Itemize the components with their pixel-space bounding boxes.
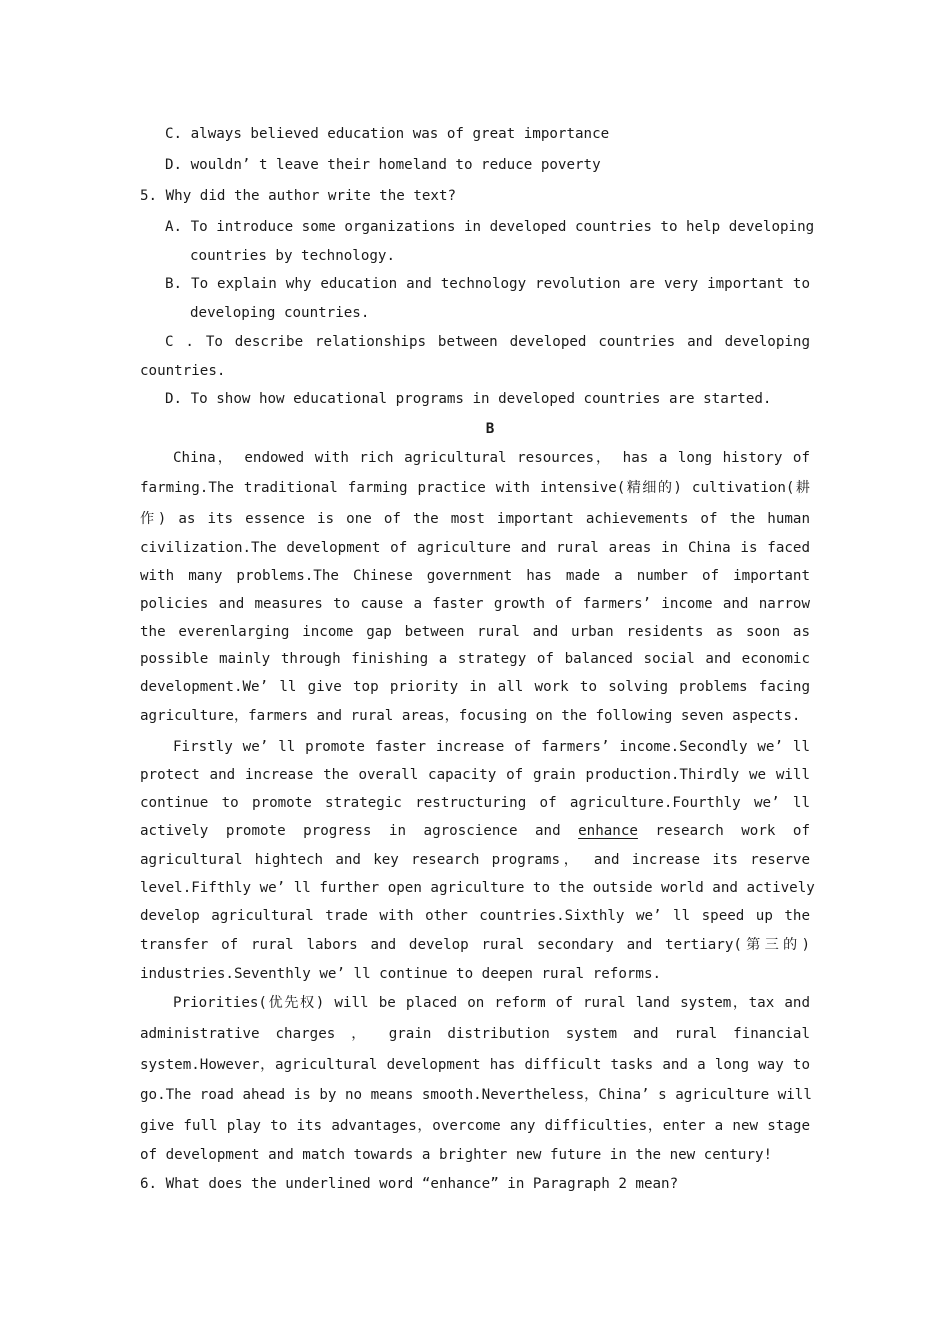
p3-line: go.The road ahead is by no means smooth.Nevertheless，China’ s agriculture will bbox=[140, 1087, 812, 1103]
p1-line: possible mainly through finishing a strategy of balanced social and economic bbox=[140, 651, 810, 667]
p2-line: agricultural hightech and key research programs， and increase its reserve bbox=[140, 852, 810, 868]
p3-line: give full play to its advantages，overcome any difficulties，enter a new stage bbox=[140, 1118, 810, 1134]
q5-option-c-line2: countries. bbox=[140, 363, 226, 379]
p2-line: develop agricultural trade with other countries.Sixthly we’ ll speed up the bbox=[140, 908, 810, 924]
q4-option-c: C. always believed education was of great importance bbox=[165, 126, 610, 142]
p1-line: the everenlarging income gap between rural and urban residents as soon as bbox=[140, 624, 810, 640]
p2-line: Firstly we’ ll promote faster increase of farmers’ income.Secondly we’ ll bbox=[173, 739, 810, 755]
p1-line: China， endowed with rich agricultural resources， has a long history of bbox=[173, 450, 810, 466]
section-heading: B bbox=[485, 421, 495, 437]
q5-option-c-line1: C . To describe relationships between developed countries and developing bbox=[165, 334, 810, 350]
p1-line: development.We’ ll give top priority in all work to solving problems facing bbox=[140, 679, 810, 695]
p1-line: policies and measures to cause a faster growth of farmers’ income and narrow bbox=[140, 596, 810, 612]
p2-text-after: research work of bbox=[655, 823, 810, 839]
q5-option-d: D. To show how educational programs in developed countries are started. bbox=[165, 391, 772, 407]
p2-line-with-underline bbox=[140, 821, 810, 841]
q4-option-d: D. wouldn’ t leave their homeland to reduce poverty bbox=[165, 157, 601, 173]
q5-option-a-line2: countries by technology. bbox=[190, 248, 395, 264]
q5-option-b-line2: developing countries. bbox=[190, 305, 370, 321]
underlined-word-enhance: enhance bbox=[578, 823, 638, 839]
p1-line: farming.The traditional farming practice with intensive(精细的) cultivation(耕 bbox=[140, 480, 810, 496]
p3-line: system.However，agricultural development has difficult tasks and a long way to bbox=[140, 1057, 810, 1073]
q6-stem: 6. What does the underlined word “enhance” in Paragraph 2 mean? bbox=[140, 1176, 679, 1192]
p3-line: Priorities(优先权) will be placed on reform of rural land system，tax and bbox=[173, 995, 810, 1011]
q5-stem: 5. Why did the author write the text? bbox=[140, 188, 457, 204]
p1-line: with many problems.The Chinese government has made a number of important bbox=[140, 568, 810, 584]
q5-option-a-line1: A. To introduce some organizations in developed countries to help developing bbox=[165, 219, 815, 235]
p3-line: administrative charges ， grain distribution system and rural financial bbox=[140, 1026, 810, 1042]
p2-line: continue to promote strategic restructuring of agriculture.Fourthly we’ ll bbox=[140, 795, 810, 811]
p2-line: transfer of rural labors and develop rural secondary and tertiary(第三的) bbox=[140, 937, 810, 953]
p2-line: protect and increase the overall capacity of grain production.Thirdly we will bbox=[140, 767, 810, 783]
p2-line: industries.Seventhly we’ ll continue to deepen rural reforms. bbox=[140, 966, 662, 982]
p1-line: 作) as its essence is one of the most important achievements of the human bbox=[140, 511, 810, 527]
p3-line: of development and match towards a brighter new future in the new century! bbox=[140, 1147, 773, 1163]
q5-option-b-line1: B. To explain why education and technology revolution are very important to bbox=[165, 276, 810, 292]
p1-line: agriculture，farmers and rural areas，focusing on the following seven aspects. bbox=[140, 708, 801, 724]
p2-text-before: actively promote progress in agroscience and bbox=[140, 823, 561, 839]
p1-line: civilization.The development of agriculture and rural areas in China is faced bbox=[140, 540, 810, 556]
p2-line: level.Fifthly we’ ll further open agriculture to the outside world and actively bbox=[140, 880, 815, 896]
